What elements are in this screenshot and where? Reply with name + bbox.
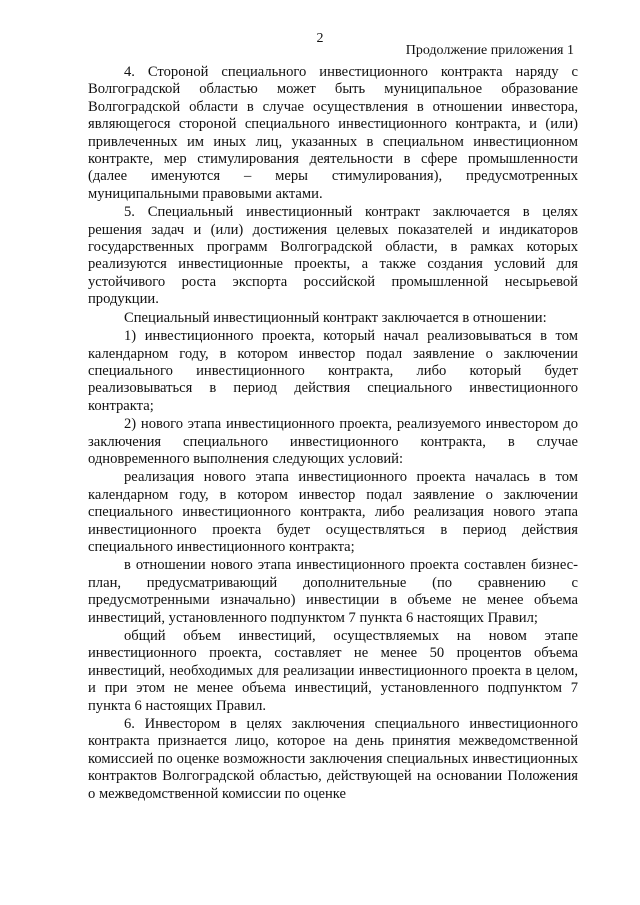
paragraph-condition-2: в отношении нового этапа инвестиционного проекта составлен бизнес-план, предусматривающий дополнительные (по сравнению с предусмотренными изначально) инвестиции в объеме не менее объема инвестиций, установленного подпунктом 7 пункта 6 настоящих Правил; (88, 557, 578, 626)
page-number: 2 (316, 31, 324, 46)
continuation-note: Продолжение приложения 1 (405, 43, 574, 58)
paragraph-condition-1: реализация нового этапа инвестиционного проекта началась в том календарном году, в котором инвестор подал заявление о заключении специального инвестиционного контракта, либо реализация нового этапа инвестиционного проекта будет осуществляться в период действия специального инвестиционного контракта; (88, 469, 578, 555)
paragraph-item-2: 2) нового этапа инвестиционного проекта, реализуемого инвестором до заключения специального инвестиционного контракта, в случае одновременного выполнения следующих условий: (88, 416, 578, 467)
paragraph-contract-scope: Специальный инвестиционный контракт заключается в отношении: (124, 309, 547, 326)
paragraph-6: 6. Инвестором в целях заключения специального инвестиционного контракта признается лицо, которое на день принятия межведомственной комиссией по оценке возможности заключения специальных инвестиционных контрактов Волгоградской областью, действующей на основании Положения о межведомственной комиссии по оценке (88, 716, 578, 802)
paragraph-item-1: 1) инвестиционного проекта, который начал реализовываться в том календарном году, в котором инвестор подал заявление о заключении специального инвестиционного контракта, либо который будет реализовываться в период действия специального инвестиционного контракта; (88, 328, 578, 414)
paragraph-5: 5. Специальный инвестиционный контракт заключается в целях решения задач и (или) достижения целевых показателей и индикаторов государственных программ Волгоградской области, в рамках которых реализуются инвестиционные проекты, а также создания условий для устойчивого роста экспорта российской промышленной несырьевой продукции. (88, 204, 578, 308)
document-body (88, 64, 578, 804)
paragraph-4: 4. Стороной специального инвестиционного контракта наряду с Волгоградской областью может быть муниципальное образование Волгоградской области в случае осуществления в отношении инвестора, являющегося стороной специального инвестиционного контракта, и (или) привлеченных им иных лиц, указанных в специальном инвестиционном контракте, мер стимулирования деятельности в сфере промышленности (далее именуются – меры стимулирования), предусмотренных муниципальными правовыми актами. (88, 64, 578, 202)
paragraph-condition-3: общий объем инвестиций, осуществляемых на новом этапе инвестиционного проекта, составляет не менее 50 процентов объема инвестиций, необходимых для реализации инвестиционного проекта в целом, и при этом не менее объема инвестиций, установленного подпунктом 7 пункта 6 настоящих Правил. (88, 628, 578, 714)
